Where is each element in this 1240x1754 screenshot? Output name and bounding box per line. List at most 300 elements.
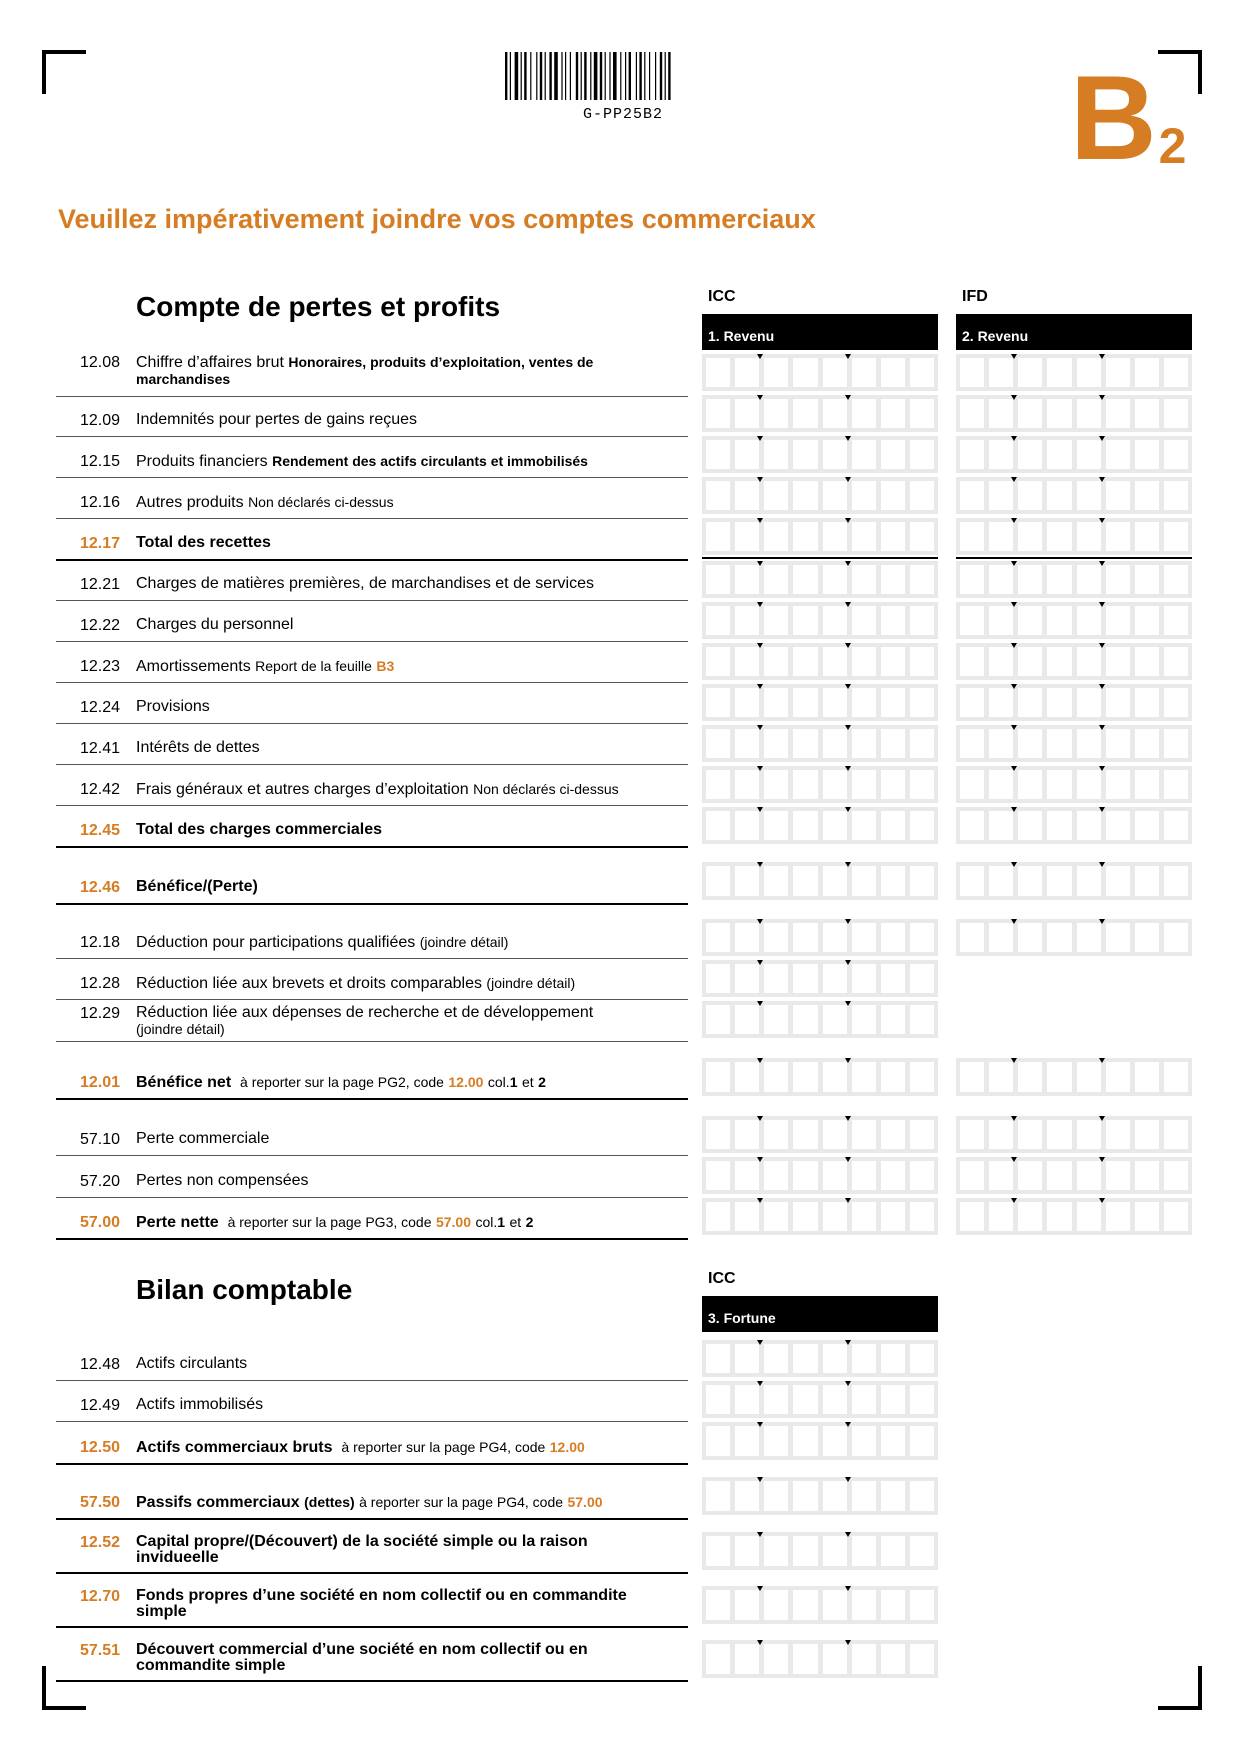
digit-cell[interactable] [735,1644,759,1674]
digit-cell[interactable] [960,399,984,428]
digit-cell[interactable] [735,1590,759,1620]
digit-cell[interactable] [1047,688,1071,717]
digit-cell[interactable] [735,606,759,635]
digit-cell[interactable] [910,358,934,387]
digit-cell[interactable] [910,1481,934,1511]
digit-cell[interactable] [764,1344,788,1373]
digit-cell[interactable] [960,481,984,510]
digit-cell[interactable] [1106,606,1130,635]
digit-cell[interactable] [706,606,730,635]
digit-cell[interactable] [852,1344,876,1373]
digit-cell[interactable] [793,1590,817,1620]
digit-cell[interactable] [1077,1161,1101,1190]
digit-cell[interactable] [793,866,817,896]
digit-cell[interactable] [793,1385,817,1414]
digit-cell[interactable] [706,522,730,551]
digit-cell[interactable] [1106,1202,1130,1231]
field-57-20-icc[interactable] [702,1157,938,1194]
digit-cell[interactable] [823,688,847,717]
digit-cell[interactable] [1106,522,1130,551]
digit-cell[interactable] [706,923,730,952]
digit-cell[interactable] [793,1062,817,1092]
digit-cell[interactable] [793,1202,817,1231]
field-57-51-icc[interactable] [702,1640,938,1678]
digit-cell[interactable] [881,1536,905,1566]
digit-cell[interactable] [989,522,1013,551]
digit-cell[interactable] [823,481,847,510]
field-12-41-ifd[interactable] [956,725,1192,762]
digit-cell[interactable] [960,647,984,676]
digit-cell[interactable] [1106,565,1130,594]
digit-cell[interactable] [1106,1120,1130,1149]
digit-cell[interactable] [764,1481,788,1511]
digit-cell[interactable] [823,1062,847,1092]
digit-cell[interactable] [764,1161,788,1190]
digit-cell[interactable] [735,1426,759,1456]
digit-cell[interactable] [989,1120,1013,1149]
digit-cell[interactable] [960,770,984,799]
digit-cell[interactable] [1106,358,1130,387]
field-12-17-ifd[interactable] [956,518,1192,555]
digit-cell[interactable] [823,1120,847,1149]
digit-cell[interactable] [706,1062,730,1092]
digit-cell[interactable] [881,1062,905,1092]
field-12-23-ifd[interactable] [956,643,1192,680]
field-12-48-icc[interactable] [702,1340,938,1377]
digit-cell[interactable] [881,688,905,717]
field-12-41-icc[interactable] [702,725,938,762]
digit-cell[interactable] [1018,481,1042,510]
digit-cell[interactable] [960,688,984,717]
digit-cell[interactable] [852,358,876,387]
digit-cell[interactable] [823,440,847,469]
digit-cell[interactable] [1018,866,1042,896]
digit-cell[interactable] [764,1536,788,1566]
digit-cell[interactable] [852,866,876,896]
digit-cell[interactable] [735,1005,759,1034]
digit-cell[interactable] [706,440,730,469]
digit-cell[interactable] [1164,565,1188,594]
digit-cell[interactable] [764,770,788,799]
digit-cell[interactable] [706,1590,730,1620]
digit-cell[interactable] [793,522,817,551]
digit-cell[interactable] [1135,1120,1159,1149]
digit-cell[interactable] [1018,358,1042,387]
digit-cell[interactable] [1135,1161,1159,1190]
digit-cell[interactable] [989,440,1013,469]
digit-cell[interactable] [706,1385,730,1414]
digit-cell[interactable] [852,1536,876,1566]
digit-cell[interactable] [735,923,759,952]
digit-cell[interactable] [989,866,1013,896]
digit-cell[interactable] [764,440,788,469]
digit-cell[interactable] [989,1062,1013,1092]
digit-cell[interactable] [989,565,1013,594]
digit-cell[interactable] [1047,565,1071,594]
digit-cell[interactable] [706,565,730,594]
digit-cell[interactable] [989,1161,1013,1190]
digit-cell[interactable] [735,770,759,799]
digit-cell[interactable] [910,647,934,676]
digit-cell[interactable] [823,1426,847,1456]
digit-cell[interactable] [793,729,817,758]
digit-cell[interactable] [735,1161,759,1190]
digit-cell[interactable] [989,688,1013,717]
digit-cell[interactable] [1018,811,1042,840]
digit-cell[interactable] [735,565,759,594]
digit-cell[interactable] [735,1481,759,1511]
digit-cell[interactable] [852,1005,876,1034]
digit-cell[interactable] [823,923,847,952]
digit-cell[interactable] [1018,729,1042,758]
digit-cell[interactable] [793,440,817,469]
digit-cell[interactable] [1077,1202,1101,1231]
digit-cell[interactable] [793,481,817,510]
digit-cell[interactable] [852,1590,876,1620]
digit-cell[interactable] [823,1161,847,1190]
digit-cell[interactable] [852,923,876,952]
digit-cell[interactable] [1135,866,1159,896]
digit-cell[interactable] [1047,729,1071,758]
digit-cell[interactable] [735,811,759,840]
digit-cell[interactable] [910,811,934,840]
field-12-70-icc[interactable] [702,1586,938,1624]
digit-cell[interactable] [764,811,788,840]
digit-cell[interactable] [910,1344,934,1373]
digit-cell[interactable] [852,964,876,993]
digit-cell[interactable] [960,811,984,840]
digit-cell[interactable] [706,647,730,676]
field-57-10-ifd[interactable] [956,1116,1192,1153]
digit-cell[interactable] [1164,1120,1188,1149]
digit-cell[interactable] [1135,481,1159,510]
field-57-10-icc[interactable] [702,1116,938,1153]
digit-cell[interactable] [1164,866,1188,896]
digit-cell[interactable] [881,358,905,387]
digit-cell[interactable] [1135,811,1159,840]
digit-cell[interactable] [910,440,934,469]
digit-cell[interactable] [793,811,817,840]
digit-cell[interactable] [852,481,876,510]
digit-cell[interactable] [1077,1062,1101,1092]
digit-cell[interactable] [823,1481,847,1511]
digit-cell[interactable] [852,1161,876,1190]
digit-cell[interactable] [989,481,1013,510]
digit-cell[interactable] [852,688,876,717]
digit-cell[interactable] [960,606,984,635]
digit-cell[interactable] [764,647,788,676]
digit-cell[interactable] [823,1385,847,1414]
digit-cell[interactable] [852,1426,876,1456]
digit-cell[interactable] [1047,770,1071,799]
digit-cell[interactable] [764,1385,788,1414]
digit-cell[interactable] [735,729,759,758]
digit-cell[interactable] [1164,688,1188,717]
field-12-46-ifd[interactable] [956,862,1192,900]
digit-cell[interactable] [1106,866,1130,896]
digit-cell[interactable] [1077,522,1101,551]
digit-cell[interactable] [852,606,876,635]
field-12-24-ifd[interactable] [956,684,1192,721]
digit-cell[interactable] [960,1120,984,1149]
digit-cell[interactable] [852,1481,876,1511]
digit-cell[interactable] [960,1202,984,1231]
field-12-15-ifd[interactable] [956,436,1192,473]
digit-cell[interactable] [706,1005,730,1034]
digit-cell[interactable] [793,1426,817,1456]
field-12-50-icc[interactable] [702,1422,938,1460]
digit-cell[interactable] [706,964,730,993]
digit-cell[interactable] [793,358,817,387]
field-12-01-icc[interactable] [702,1058,938,1096]
digit-cell[interactable] [793,1644,817,1674]
digit-cell[interactable] [989,358,1013,387]
field-12-46-icc[interactable] [702,862,938,900]
digit-cell[interactable] [735,1120,759,1149]
digit-cell[interactable] [793,1481,817,1511]
digit-cell[interactable] [881,647,905,676]
digit-cell[interactable] [823,1202,847,1231]
digit-cell[interactable] [852,770,876,799]
digit-cell[interactable] [881,606,905,635]
digit-cell[interactable] [793,1161,817,1190]
digit-cell[interactable] [960,1062,984,1092]
field-12-49-icc[interactable] [702,1381,938,1418]
digit-cell[interactable] [764,481,788,510]
digit-cell[interactable] [881,1202,905,1231]
digit-cell[interactable] [735,440,759,469]
digit-cell[interactable] [1077,866,1101,896]
digit-cell[interactable] [823,1590,847,1620]
digit-cell[interactable] [1047,399,1071,428]
field-57-50-icc[interactable] [702,1477,938,1515]
digit-cell[interactable] [706,399,730,428]
digit-cell[interactable] [706,358,730,387]
digit-cell[interactable] [706,1536,730,1566]
digit-cell[interactable] [764,923,788,952]
digit-cell[interactable] [881,1426,905,1456]
digit-cell[interactable] [1135,729,1159,758]
digit-cell[interactable] [960,358,984,387]
digit-cell[interactable] [1018,440,1042,469]
digit-cell[interactable] [1077,811,1101,840]
field-12-01-ifd[interactable] [956,1058,1192,1096]
digit-cell[interactable] [989,647,1013,676]
digit-cell[interactable] [852,399,876,428]
digit-cell[interactable] [764,688,788,717]
digit-cell[interactable] [881,1120,905,1149]
digit-cell[interactable] [960,522,984,551]
digit-cell[interactable] [1135,358,1159,387]
field-12-45-icc[interactable] [702,807,938,844]
digit-cell[interactable] [1077,1120,1101,1149]
digit-cell[interactable] [1018,688,1042,717]
digit-cell[interactable] [881,923,905,952]
digit-cell[interactable] [910,1426,934,1456]
digit-cell[interactable] [764,729,788,758]
digit-cell[interactable] [764,964,788,993]
digit-cell[interactable] [1164,1161,1188,1190]
digit-cell[interactable] [1047,522,1071,551]
field-12-16-icc[interactable] [702,477,938,514]
digit-cell[interactable] [852,440,876,469]
field-57-00-icc[interactable] [702,1198,938,1235]
digit-cell[interactable] [764,522,788,551]
digit-cell[interactable] [793,565,817,594]
digit-cell[interactable] [823,866,847,896]
digit-cell[interactable] [793,1005,817,1034]
field-12-18-ifd[interactable] [956,919,1192,956]
digit-cell[interactable] [1077,440,1101,469]
digit-cell[interactable] [1164,606,1188,635]
field-12-08-icc[interactable] [702,354,938,391]
digit-cell[interactable] [823,770,847,799]
digit-cell[interactable] [1077,606,1101,635]
digit-cell[interactable] [735,866,759,896]
digit-cell[interactable] [910,729,934,758]
digit-cell[interactable] [960,923,984,952]
digit-cell[interactable] [1047,1202,1071,1231]
digit-cell[interactable] [793,1344,817,1373]
digit-cell[interactable] [1018,647,1042,676]
field-12-45-ifd[interactable] [956,807,1192,844]
digit-cell[interactable] [706,1426,730,1456]
digit-cell[interactable] [735,1385,759,1414]
digit-cell[interactable] [910,866,934,896]
field-12-16-ifd[interactable] [956,477,1192,514]
digit-cell[interactable] [1018,1062,1042,1092]
field-57-00-ifd[interactable] [956,1198,1192,1235]
digit-cell[interactable] [910,688,934,717]
digit-cell[interactable] [706,1644,730,1674]
digit-cell[interactable] [823,811,847,840]
digit-cell[interactable] [1047,440,1071,469]
digit-cell[interactable] [823,522,847,551]
digit-cell[interactable] [881,1385,905,1414]
digit-cell[interactable] [910,770,934,799]
digit-cell[interactable] [1077,729,1101,758]
digit-cell[interactable] [1077,399,1101,428]
digit-cell[interactable] [852,1202,876,1231]
digit-cell[interactable] [793,647,817,676]
digit-cell[interactable] [735,481,759,510]
digit-cell[interactable] [1164,440,1188,469]
digit-cell[interactable] [989,923,1013,952]
digit-cell[interactable] [989,770,1013,799]
digit-cell[interactable] [1047,1062,1071,1092]
digit-cell[interactable] [852,729,876,758]
digit-cell[interactable] [1077,358,1101,387]
digit-cell[interactable] [823,565,847,594]
digit-cell[interactable] [1018,565,1042,594]
digit-cell[interactable] [881,522,905,551]
field-12-52-icc[interactable] [702,1532,938,1570]
digit-cell[interactable] [823,1005,847,1034]
digit-cell[interactable] [1106,729,1130,758]
digit-cell[interactable] [793,964,817,993]
digit-cell[interactable] [852,565,876,594]
digit-cell[interactable] [1106,440,1130,469]
digit-cell[interactable] [823,1344,847,1373]
digit-cell[interactable] [852,811,876,840]
digit-cell[interactable] [852,1120,876,1149]
digit-cell[interactable] [1164,770,1188,799]
digit-cell[interactable] [764,399,788,428]
digit-cell[interactable] [1135,1202,1159,1231]
digit-cell[interactable] [910,923,934,952]
digit-cell[interactable] [910,1590,934,1620]
digit-cell[interactable] [764,1005,788,1034]
digit-cell[interactable] [764,358,788,387]
digit-cell[interactable] [852,522,876,551]
digit-cell[interactable] [793,606,817,635]
digit-cell[interactable] [1164,481,1188,510]
digit-cell[interactable] [823,964,847,993]
digit-cell[interactable] [881,481,905,510]
digit-cell[interactable] [881,1344,905,1373]
digit-cell[interactable] [1135,647,1159,676]
digit-cell[interactable] [1047,1120,1071,1149]
digit-cell[interactable] [1047,811,1071,840]
digit-cell[interactable] [881,811,905,840]
digit-cell[interactable] [1018,522,1042,551]
digit-cell[interactable] [735,1344,759,1373]
digit-cell[interactable] [1018,1161,1042,1190]
digit-cell[interactable] [1077,647,1101,676]
digit-cell[interactable] [764,866,788,896]
digit-cell[interactable] [1135,606,1159,635]
digit-cell[interactable] [735,522,759,551]
digit-cell[interactable] [910,399,934,428]
digit-cell[interactable] [735,358,759,387]
digit-cell[interactable] [793,770,817,799]
digit-cell[interactable] [1018,399,1042,428]
digit-cell[interactable] [910,481,934,510]
digit-cell[interactable] [764,1426,788,1456]
digit-cell[interactable] [910,1120,934,1149]
digit-cell[interactable] [910,1062,934,1092]
field-12-15-icc[interactable] [702,436,938,473]
digit-cell[interactable] [1135,565,1159,594]
digit-cell[interactable] [764,1062,788,1092]
digit-cell[interactable] [823,1536,847,1566]
digit-cell[interactable] [1077,688,1101,717]
digit-cell[interactable] [1135,399,1159,428]
digit-cell[interactable] [960,1161,984,1190]
digit-cell[interactable] [1164,399,1188,428]
digit-cell[interactable] [881,729,905,758]
field-12-22-ifd[interactable] [956,602,1192,639]
digit-cell[interactable] [706,688,730,717]
digit-cell[interactable] [1106,923,1130,952]
digit-cell[interactable] [706,1202,730,1231]
digit-cell[interactable] [881,1161,905,1190]
digit-cell[interactable] [989,729,1013,758]
digit-cell[interactable] [881,1481,905,1511]
digit-cell[interactable] [706,481,730,510]
field-12-24-icc[interactable] [702,684,938,721]
digit-cell[interactable] [960,866,984,896]
digit-cell[interactable] [1135,923,1159,952]
digit-cell[interactable] [1164,647,1188,676]
digit-cell[interactable] [1164,1062,1188,1092]
digit-cell[interactable] [881,866,905,896]
digit-cell[interactable] [1135,440,1159,469]
digit-cell[interactable] [852,647,876,676]
digit-cell[interactable] [910,606,934,635]
digit-cell[interactable] [1047,481,1071,510]
digit-cell[interactable] [823,729,847,758]
